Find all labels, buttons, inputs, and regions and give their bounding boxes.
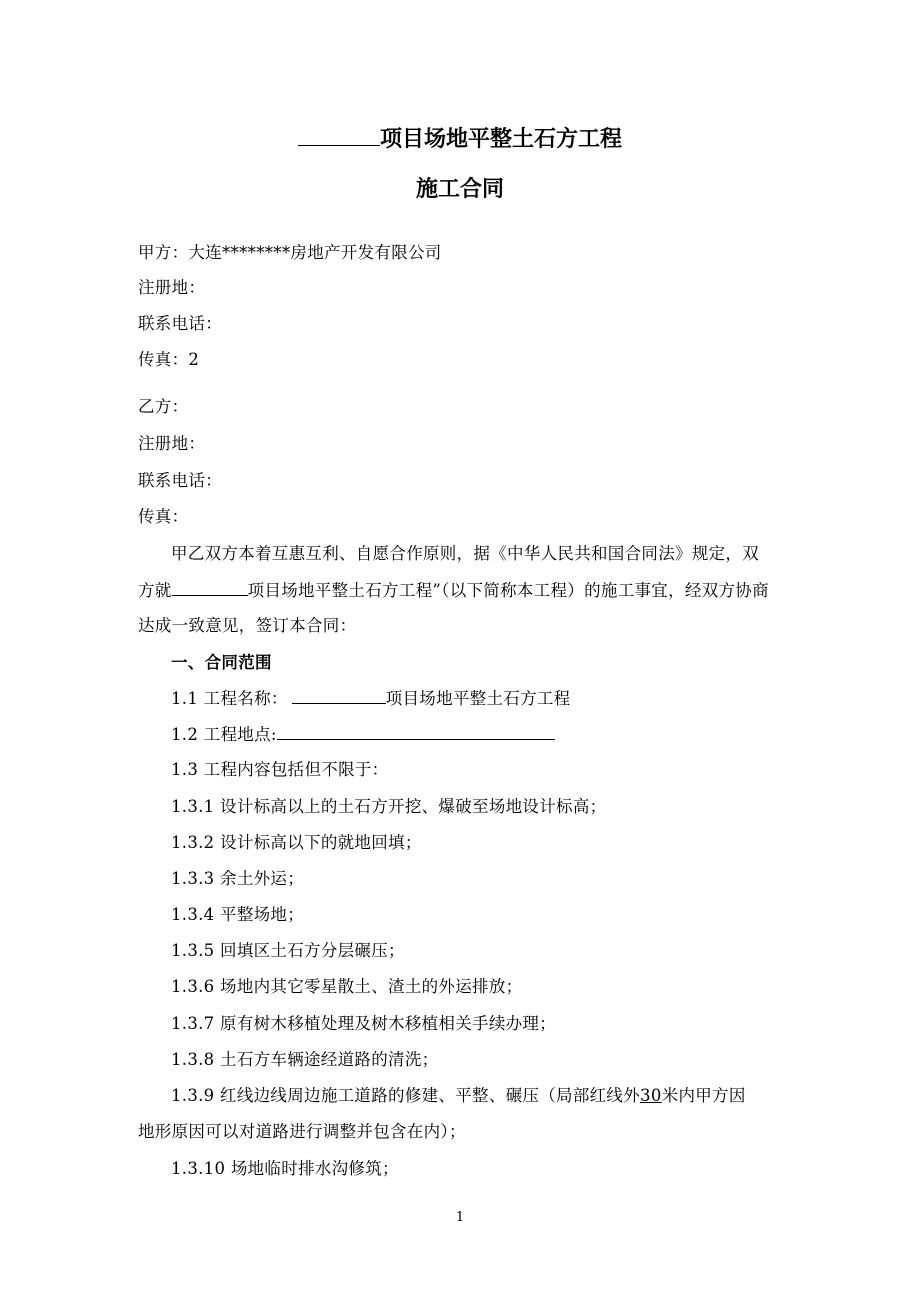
- project-name-blank: [292, 687, 386, 704]
- list-item: 1.3.2 设计标高以下的就地回填；: [171, 833, 422, 852]
- item-1-3-10: 1.3.10 场地临时排水沟修筑；: [171, 1159, 399, 1178]
- project-location-blank: [277, 723, 555, 740]
- document-subtitle: 施工合同: [415, 177, 504, 202]
- intro-line-1: 甲乙双方本着互惠互利、自愿合作原则，据《中华人民共和国合同法》规定，双: [171, 544, 759, 563]
- item-1-2: [171, 723, 555, 746]
- list-item: 1.3.1 设计标高以上的土石方开挖、爆破至场地设计标高；: [171, 797, 607, 816]
- list-item: 1.3.6 场地内其它零星散土、渣土的外运排放；: [171, 977, 523, 996]
- intro-line-2-prefix: 方就: [138, 581, 172, 600]
- page-number: 1: [455, 1210, 465, 1225]
- intro-line-2-suffix: 项目场地平整土石方工程”（以下简称本工程）的施工事宜，经双方协商: [247, 581, 769, 600]
- item-1-3-9-number: 30: [640, 1086, 662, 1105]
- party-b-fax: 传真：: [138, 507, 189, 526]
- list-item: 1.3.5 回填区土石方分层碾压；: [171, 941, 405, 960]
- document-title: [0, 122, 920, 153]
- list-item: 1.3.8 土石方车辆途经道路的清洗；: [171, 1050, 439, 1069]
- party-a-fax: 传真：2: [138, 350, 200, 369]
- section-1-heading: 一、合同范围: [171, 653, 272, 672]
- intro-line-2: [138, 579, 769, 602]
- intro-line-3: 达成一致意见，签订本合同：: [138, 616, 357, 635]
- item-1-3-9-continuation: 地形原因可以对道路进行调整并包含在内）；: [138, 1122, 466, 1141]
- item-1-3-9: [171, 1085, 746, 1107]
- party-b-name: 乙方：: [138, 397, 189, 416]
- intro-project-blank: [172, 579, 248, 596]
- title-project-blank: [298, 129, 380, 146]
- list-item: 1.3.3 余土外运；: [171, 869, 305, 888]
- item-1-1-value: 项目场地平整土石方工程: [385, 689, 571, 708]
- item-1-3-9-prefix: 1.3.9 红线边线周边施工道路的修建、平整、碾压（局部红线外: [171, 1086, 641, 1105]
- title-line-1: 项目场地平整土石方工程: [379, 127, 622, 152]
- party-a-name: 甲方：大连********房地产开发有限公司: [138, 243, 442, 262]
- item-1-1-label: 1.1 工程名称：: [171, 689, 288, 708]
- party-b-address: 注册地：: [138, 434, 206, 453]
- party-a-address: 注册地：: [138, 278, 206, 297]
- list-item: 1.3.7 原有树木移植处理及树木移植相关手续办理；: [171, 1014, 557, 1033]
- party-a-phone: 联系电话：: [138, 314, 222, 333]
- item-1-2-label: 1.2 工程地点:: [171, 725, 277, 744]
- list-item: 1.3.4 平整场地；: [171, 905, 305, 924]
- party-b-phone: 联系电话：: [138, 471, 222, 490]
- item-1-1: [171, 687, 571, 710]
- item-1-3-9-suffix: 米内甲方因: [661, 1086, 746, 1105]
- item-1-3: 1.3 工程内容包括但不限于：: [171, 760, 389, 779]
